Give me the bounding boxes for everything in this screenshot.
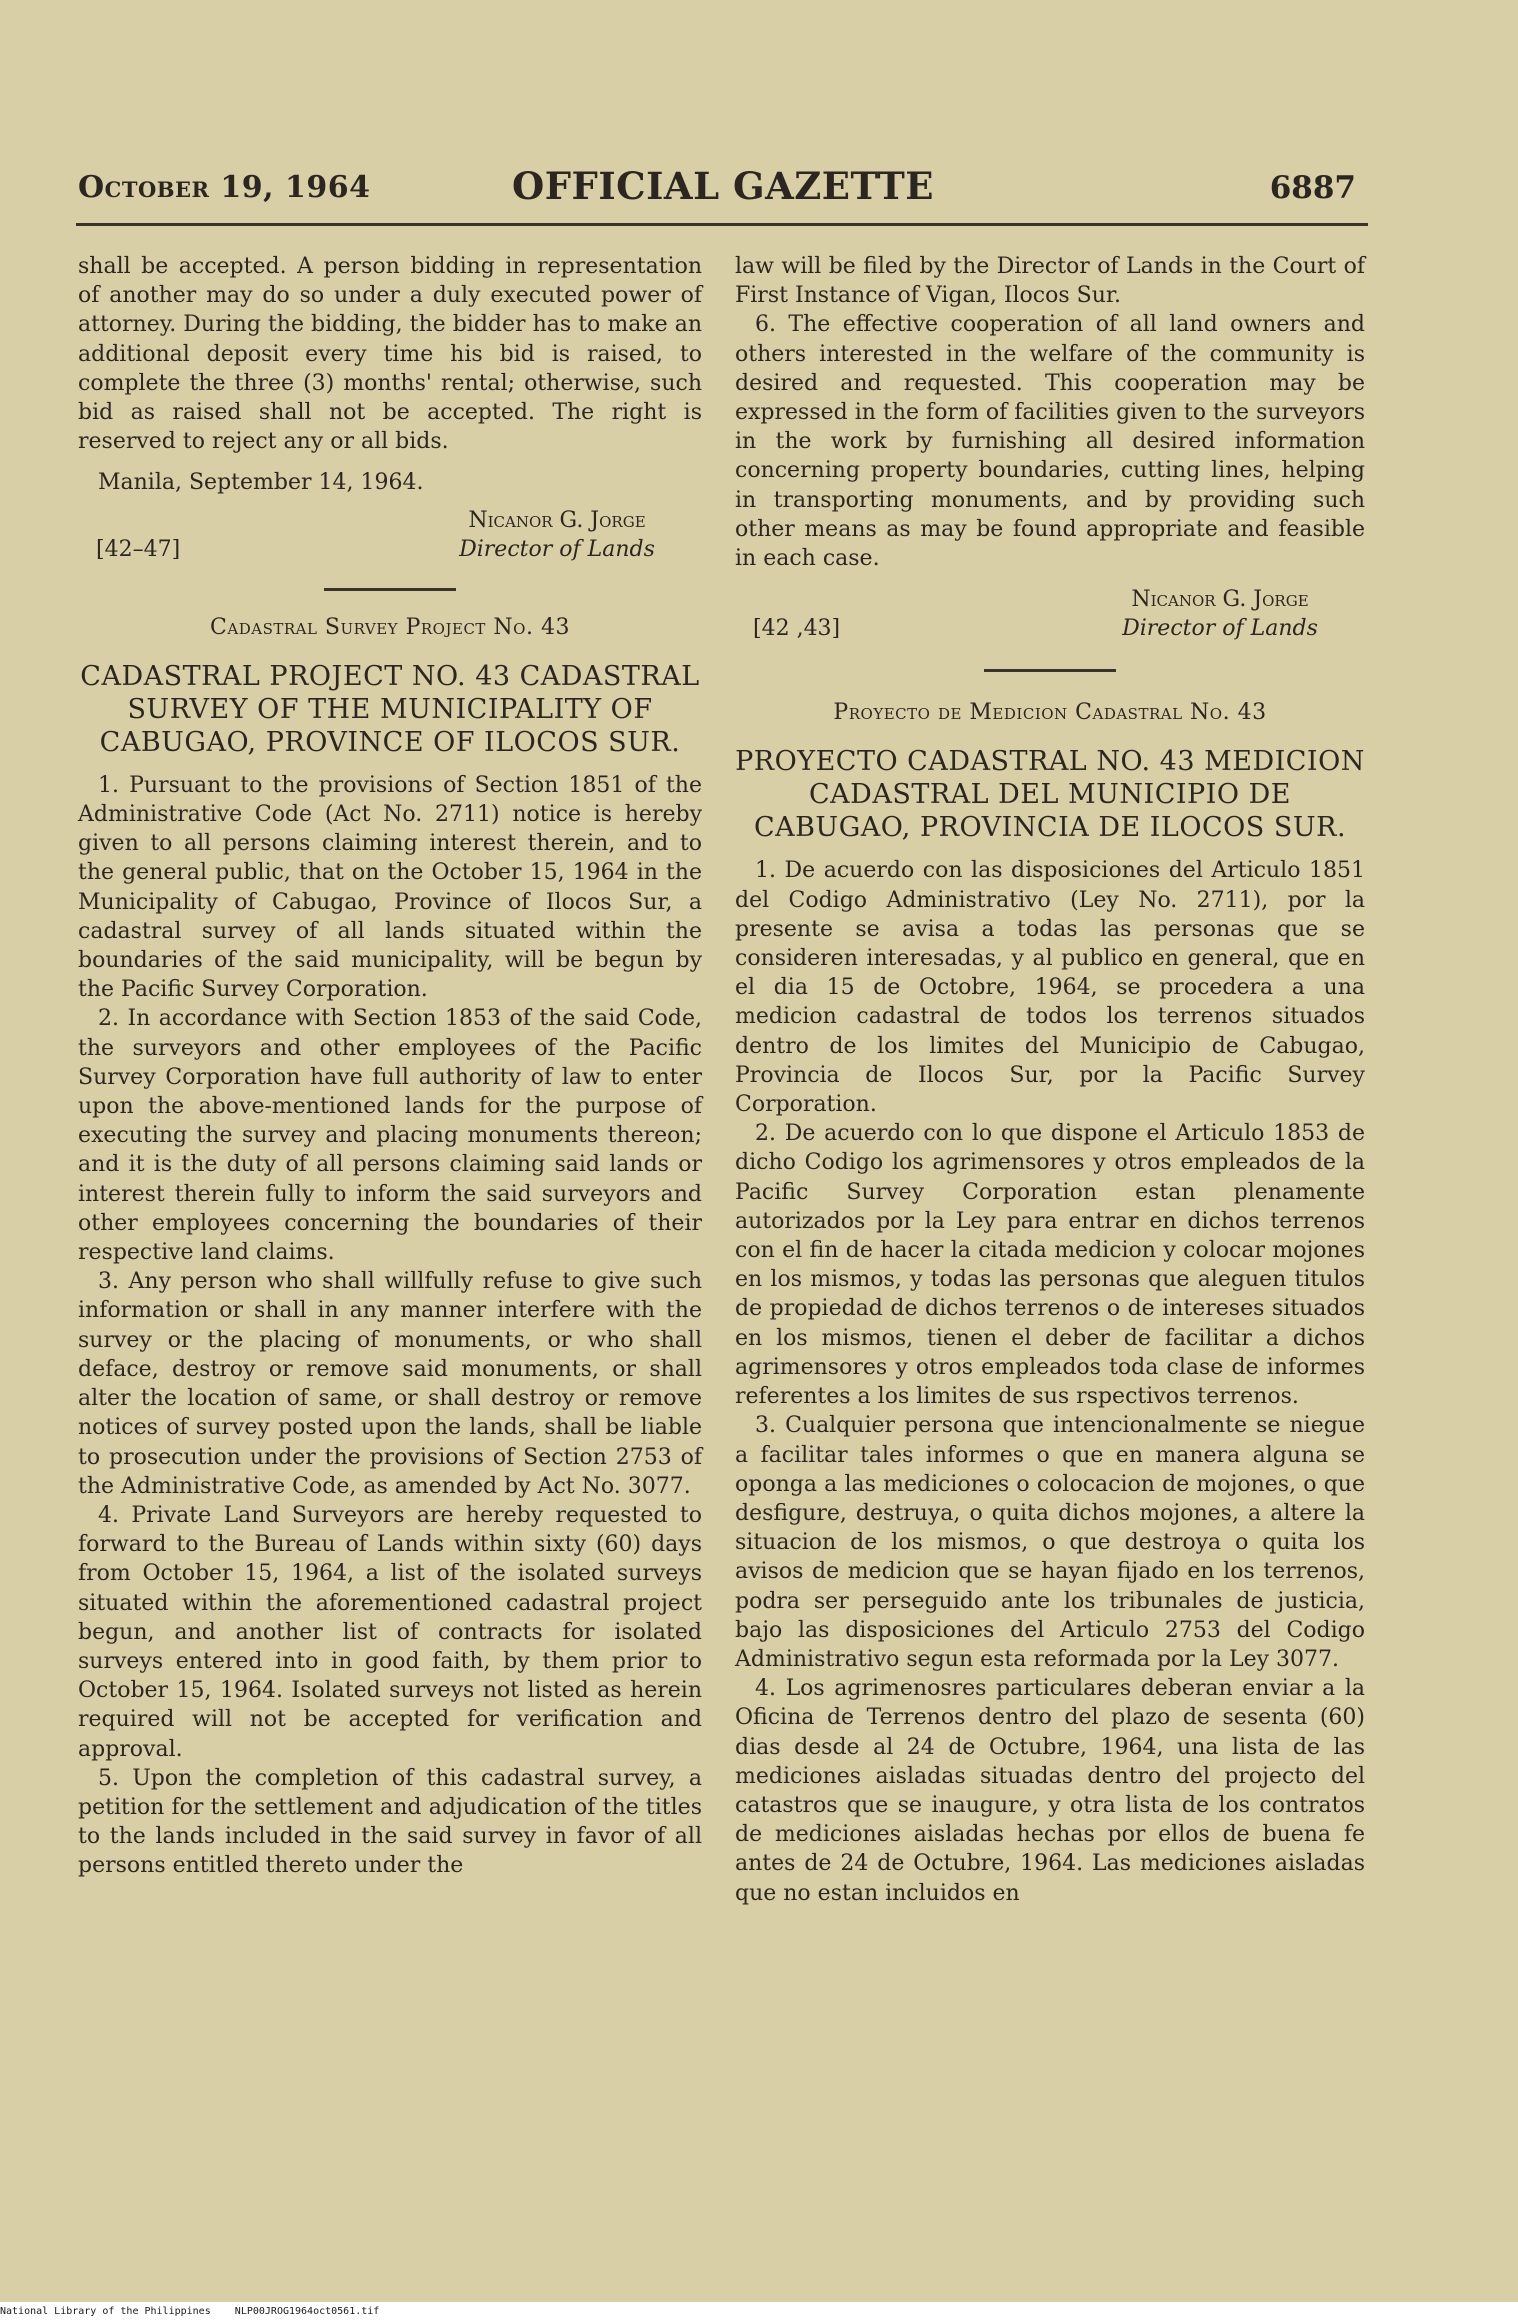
- issue-reference: [42 ,43]: [753, 616, 841, 642]
- paragraph: 1. De acuerdo con las disposiciones del Articulo 1851 del Codigo Administrativo (Ley No. 2711), por la presente se avisa a todas las personas que se consideren interesadas, y al publico en general, que en el dia 15 de Octobre, 1964, se procedera a una medicion cadastral de todos los terrenos situados dentro de los limites del Municipio de Cabugao, Provincia de Ilocos Sur, por la Pacific Survey Corporation.: [735, 858, 1365, 1118]
- paragraph: 3. Any person who shall willfully refuse to give such information or shall in any manner interfere with the survey or the placing of monuments, or who shall deface, destroy or remove said monuments, or shall alter the location of same, or shall destroy or remove notices of survey posted upon the lands, shall be liable to prosecution under the provisions of Section 2753 of the Administrative Code, as amended by Act No. 3077.: [78, 1269, 702, 1499]
- section-heading: CADASTRAL PROJECT NO. 43 CADASTRAL SURVEY OF THE MUNICIPALITY OF CABUGAO, PROVINCE OF ILOCOS SUR.: [80, 660, 700, 758]
- scan-footer: National Library of the Philippines NLP00JROG1964oct0561.tif: [0, 2306, 380, 2317]
- section-subhead: Proyecto de Medicion Cadastral No. 43: [833, 700, 1267, 726]
- paragraph: 6. The effective cooperation of all land owners and others interested in the welfare of the community is desired and requested. This cooperation may be expressed in the form of facilities given to the surveyors in the work by furnishing all desired information concerning property boundaries, cutting lines, helping in transporting monuments, and by providing such other means as may be found appropriate and feasible in each case.: [735, 312, 1365, 572]
- publication-title: OFFICIAL GAZETTE: [512, 164, 934, 208]
- section-divider: [324, 588, 456, 591]
- header-divider: [76, 223, 1368, 226]
- signatory-title: Director of Lands: [459, 536, 655, 562]
- paragraph: 2. In accordance with Section 1853 of the said Code, the surveyors and other employees of the Pacific Survey Corporation have full authority of law to enter upon the above-mentioned lands for the purpose of executing the survey and placing monuments thereon; and it is the duty of all persons claiming said lands or interest therein fully to inform the said surveyors and other employees concerning the boundaries of their respective land claims.: [78, 1006, 702, 1266]
- paragraph: law will be filed by the Director of Lands in the Court of First Instance of Vigan, Ilocos Sur.: [735, 254, 1365, 309]
- signatory-name: Nicanor G. Jorge: [468, 507, 646, 533]
- issue-reference: [42–47]: [96, 536, 181, 562]
- signature-block: [78, 506, 702, 568]
- place-date: Manila, September 14, 1964.: [98, 470, 424, 496]
- paragraph: 4. Los agrimenosres particulares deberan enviar a la Oficina de Terrenos dentro del plazo de sesenta (60) dias desde al 24 de Octubre, 1964, una lista de las mediciones aisladas situadas dentro del projecto del catastros que se inaugure, y otra lista de los contratos de mediciones aisladas hechas por ellos de buena fe antes de 24 de Octubre, 1964. Las mediciones aisladas que no estan incluidos en: [735, 1676, 1365, 1906]
- paragraph: 3. Cualquier persona que intencionalmente se niegue a facilitar tales informes o que en manera alguna se oponga a las mediciones o colocacion de mojones, o que desfigure, destruya, o quita dichos mojones, a altere la situacion de los mismos, o que destroya o quita los avisos de medicion que se hayan fijado en los terrenos, podra ser perseguido ante los tribunales de justicia, bajo las disposiciones del Articulo 2753 del Codigo Administrativo segun esta reformada por la Ley 3077.: [735, 1413, 1365, 1672]
- page-header: [78, 164, 1368, 216]
- paragraph: shall be accepted. A person bidding in representation of another may do so under a duly executed power of attorney. During the bidding, the bidder has to make an additional deposit every time his bid is raised, to complete the three (3) months' rental; otherwise, such bid as raised shall not be accepted. The right is reserved to reject any or all bids.: [78, 254, 702, 455]
- right-column: [735, 252, 1365, 1908]
- signatory-name: Nicanor G. Jorge: [1131, 587, 1309, 613]
- section-divider: [984, 669, 1116, 672]
- signatory-title: Director of Lands: [1122, 616, 1318, 642]
- left-column: [78, 252, 702, 1881]
- signature-block: [735, 585, 1365, 647]
- section-heading: PROYECTO CADASTRAL NO. 43 MEDICION CADASTRAL DEL MUNICIPIO DE CABUGAO, PROVINCIA DE ILOCOS SUR.: [735, 746, 1365, 844]
- paragraph: 2. De acuerdo con lo que dispone el Articulo 1853 de dicho Codigo los agrimensores y otros empleados de la Pacific Survey Corporation estan plenamente autorizados por la Ley para entrar en dichos terrenos con el fin de hacer la citada medicion y colocar mojones en los mismos, y todas las personas que aleguen titulos de propiedad de dichos terrenos o de intereses situados en los mismos, tienen el deber de facilitar a dichos agrimensores y otros empleados toda clase de informes referentes a los limites de sus rspectivos terrenos.: [735, 1121, 1365, 1410]
- page-number: 6887: [1269, 170, 1356, 206]
- paragraph: 5. Upon the completion of this cadastral survey, a petition for the settlement and adjudication of the titles to the lands included in the said survey in favor of all persons entitled thereto under the: [78, 1765, 702, 1879]
- paragraph: 4. Private Land Surveyors are hereby requested to forward to the Bureau of Lands within sixty (60) days from October 15, 1964, a list of the isolated surveys situated within the aforementioned cadastral project begun, and another list of contracts for isolated surveys entered into in good faith, by them prior to October 15, 1964. Isolated surveys not listed as herein required will not be accepted for verification and approval.: [78, 1502, 702, 1762]
- issue-date: October 19, 1964: [78, 170, 371, 205]
- paragraph: 1. Pursuant to the provisions of Section 1851 of the Administrative Code (Act No. 2711) notice is hereby given to all persons claiming interest therein, and to the general public, that on the October 15, 1964 in the Municipality of Cabugao, Province of Ilocos Sur, a cadastral survey of all lands situated within the boundaries of the said municipality, will be begun by the Pacific Survey Corporation.: [78, 772, 702, 1003]
- section-subhead: Cadastral Survey Project No. 43: [210, 614, 570, 640]
